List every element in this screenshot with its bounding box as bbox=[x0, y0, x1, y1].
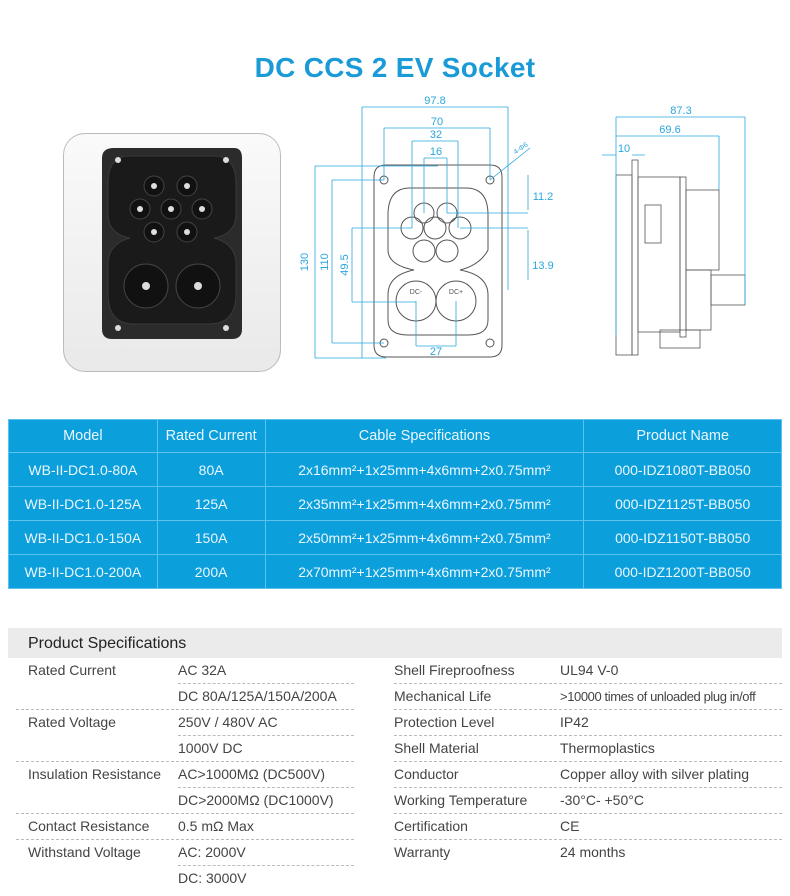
table-row bbox=[9, 487, 782, 521]
dim-130: 130 bbox=[299, 252, 311, 272]
dim-97-8: 97.8 bbox=[424, 95, 446, 107]
cell-current: 80A bbox=[157, 453, 265, 487]
table-row bbox=[9, 555, 782, 589]
spec-value: AC>1000MΩ (DC500V) bbox=[178, 766, 326, 782]
spec-row bbox=[28, 840, 354, 866]
cell-product: 000-IDZ1150T-BB050 bbox=[584, 521, 782, 555]
spec-label: Working Temperature bbox=[394, 792, 528, 808]
spec-value: 24 months bbox=[560, 844, 626, 860]
cell-cable: 2x35mm²+1x25mm+4x6mm+2x0.75mm² bbox=[265, 487, 584, 521]
cell-current: 125A bbox=[157, 487, 265, 521]
dim-32: 32 bbox=[429, 129, 443, 141]
spec-value: DC 80A/125A/150A/200A bbox=[178, 688, 337, 704]
spec-row bbox=[394, 684, 782, 710]
spec-label: Warranty bbox=[394, 844, 451, 860]
header-product-name: Product Name bbox=[584, 420, 782, 453]
cell-model: WB-II-DC1.0-200A bbox=[9, 555, 158, 589]
specs-right-column bbox=[394, 658, 782, 866]
dim-13-9: 13.9 bbox=[532, 260, 554, 272]
dc-plus-label: DC+ bbox=[448, 289, 464, 296]
spec-value: IP42 bbox=[560, 714, 589, 730]
cell-product: 000-IDZ1200T-BB050 bbox=[584, 555, 782, 589]
spec-value: -30°C- +50°C bbox=[560, 792, 644, 808]
spec-row bbox=[28, 684, 354, 710]
dim-27: 27 bbox=[429, 346, 443, 358]
cell-product: 000-IDZ1080T-BB050 bbox=[584, 453, 782, 487]
spec-label: Protection Level bbox=[394, 714, 495, 730]
spec-label: Certification bbox=[394, 818, 468, 834]
side-dimension-drawing bbox=[580, 95, 760, 365]
spec-value: UL94 V-0 bbox=[560, 662, 619, 678]
spec-value: 1000V DC bbox=[178, 740, 243, 756]
spec-value: >10000 times of unloaded plug in/off bbox=[560, 689, 756, 704]
spec-value: AC: 2000V bbox=[178, 844, 246, 860]
specs-left-column bbox=[28, 658, 354, 892]
spec-row bbox=[28, 762, 354, 788]
spec-value: DC>2000MΩ (DC1000V) bbox=[178, 792, 334, 808]
spec-row bbox=[28, 866, 354, 892]
spec-row bbox=[394, 710, 782, 736]
spec-label: Shell Fireproofness bbox=[394, 662, 515, 678]
spec-row bbox=[394, 840, 782, 866]
spec-label: Rated Current bbox=[28, 662, 116, 678]
table-header-row bbox=[9, 420, 782, 453]
cell-cable: 2x50mm²+1x25mm+4x6mm+2x0.75mm² bbox=[265, 521, 584, 555]
front-dimension-drawing bbox=[290, 90, 560, 370]
spec-label: Conductor bbox=[394, 766, 459, 782]
spec-row bbox=[394, 762, 782, 788]
dim-holes: 4-Φ6 bbox=[512, 141, 530, 157]
spec-label: Insulation Resistance bbox=[28, 766, 162, 782]
specs-title: Product Specifications bbox=[8, 628, 782, 658]
spec-value: DC: 3000V bbox=[178, 870, 247, 886]
spec-value: 0.5 mΩ Max bbox=[178, 818, 254, 834]
dim-69-6: 69.6 bbox=[659, 124, 681, 136]
table-row bbox=[9, 521, 782, 555]
dim-16: 16 bbox=[429, 146, 443, 158]
spec-label: Contact Resistance bbox=[28, 818, 150, 834]
spec-label: Withstand Voltage bbox=[28, 844, 141, 860]
table-row bbox=[9, 453, 782, 487]
spec-value: AC 32A bbox=[178, 662, 227, 678]
dim-87-3: 87.3 bbox=[670, 105, 692, 117]
header-cable-specs: Cable Specifications bbox=[265, 420, 584, 453]
spec-label: Rated Voltage bbox=[28, 714, 116, 730]
spec-row bbox=[394, 736, 782, 762]
cell-model: WB-II-DC1.0-80A bbox=[9, 453, 158, 487]
spec-row bbox=[394, 788, 782, 814]
header-rated-current: Rated Current bbox=[157, 420, 265, 453]
page-title: DC CCS 2 EV Socket bbox=[254, 52, 536, 83]
product-photo bbox=[63, 133, 281, 372]
spec-row bbox=[28, 710, 354, 736]
spec-row bbox=[394, 658, 782, 684]
cell-model: WB-II-DC1.0-125A bbox=[9, 487, 158, 521]
product-specifications bbox=[8, 628, 782, 886]
cell-product: 000-IDZ1125T-BB050 bbox=[584, 487, 782, 521]
spec-row bbox=[28, 736, 354, 762]
spec-row bbox=[28, 788, 354, 814]
dc-minus-label: DC- bbox=[409, 289, 423, 296]
spec-label: Shell Material bbox=[394, 740, 479, 756]
dim-11-2: 11.2 bbox=[532, 191, 554, 203]
cell-cable: 2x70mm²+1x25mm+4x6mm+2x0.75mm² bbox=[265, 555, 584, 589]
dim-110: 110 bbox=[319, 253, 331, 271]
spec-row bbox=[394, 814, 782, 840]
cell-cable: 2x16mm²+1x25mm+4x6mm+2x0.75mm² bbox=[265, 453, 584, 487]
spec-value: Copper alloy with silver plating bbox=[560, 766, 750, 782]
cell-current: 200A bbox=[157, 555, 265, 589]
spec-label: Mechanical Life bbox=[394, 688, 492, 704]
models-table bbox=[8, 419, 782, 589]
spec-row bbox=[28, 658, 354, 684]
dim-70: 70 bbox=[430, 116, 444, 128]
cell-current: 150A bbox=[157, 521, 265, 555]
dim-10: 10 bbox=[617, 143, 631, 155]
cell-model: WB-II-DC1.0-150A bbox=[9, 521, 158, 555]
dim-49-5: 49.5 bbox=[339, 254, 351, 276]
spec-value: 250V / 480V AC bbox=[178, 714, 278, 730]
spec-value: Thermoplastics bbox=[560, 740, 655, 756]
header-model: Model bbox=[9, 420, 158, 453]
spec-row bbox=[28, 814, 354, 840]
spec-value: CE bbox=[560, 818, 580, 834]
